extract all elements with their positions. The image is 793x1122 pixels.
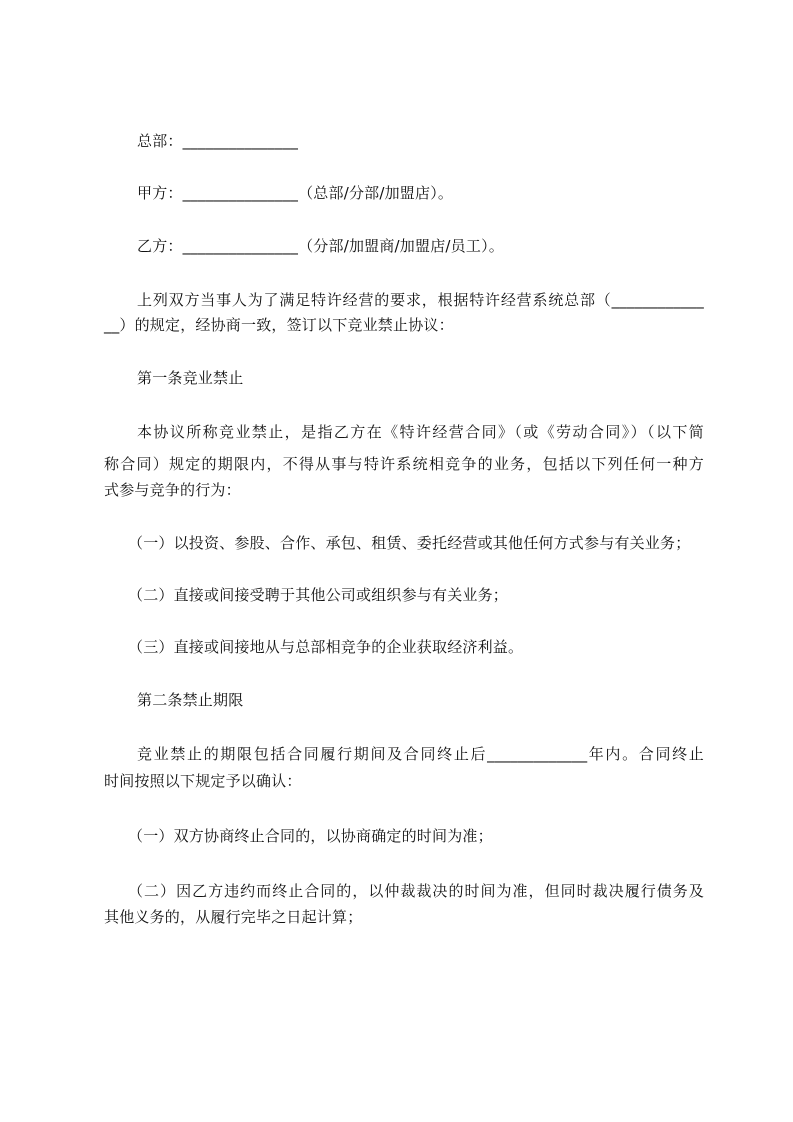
preamble-line-2: __）的规定，经协商一致，签订以下竞业禁止协议： bbox=[104, 316, 454, 334]
article-1-paragraph-line-1: 本协议所称竞业禁止，是指乙方在《特许经营合同》（或《劳动合同》）（以下简 bbox=[137, 423, 704, 441]
preamble-line-1: 上列双方当事人为了满足特许经营的要求，根据特许经营系统总部（____________ bbox=[137, 291, 704, 309]
party-a-line: 甲方：_______________（总部/分部/加盟店）。 bbox=[137, 184, 454, 202]
article-2-heading: 第二条禁止期限 bbox=[137, 691, 244, 709]
article-2-paragraph-line-2: 时间按照以下规定予以确认： bbox=[104, 772, 302, 790]
clause-1: （一）以投资、参股、合作、承包、租赁、委托经营或其他任何方式参与有关业务； bbox=[128, 534, 691, 552]
clause-3: （三）直接或间接地从与总部相竞争的企业获取经济利益。 bbox=[128, 638, 524, 656]
article-2-clause-1: （一）双方协商终止合同的，以协商确定的时间为准； bbox=[128, 827, 493, 845]
article-2-paragraph-line-1: 竞业禁止的期限包括合同履行期间及合同终止后_____________年内。合同终止 bbox=[137, 745, 704, 763]
article-1-heading: 第一条竞业禁止 bbox=[137, 369, 244, 387]
article-2-clause-2-line-1: （二）因乙方违约而终止合同的，以仲裁裁决的时间为准，但同时裁决履行债务及 bbox=[128, 882, 704, 900]
clause-2: （二）直接或间接受聘于其他公司或组织参与有关业务； bbox=[128, 586, 509, 604]
article-2-clause-2-line-2: 其他义务的，从履行完毕之日起计算； bbox=[104, 908, 363, 926]
article-1-paragraph-line-2: 称合同）规定的期限内，不得从事与特许系统相竞争的业务，包括以下列任何一种方 bbox=[104, 455, 704, 473]
party-b-line: 乙方：_______________（分部/加盟商/加盟店/员工）。 bbox=[137, 237, 504, 255]
article-1-paragraph-line-3: 式参与竞争的行为： bbox=[104, 481, 241, 499]
headquarters-line: 总部：_______________ bbox=[137, 132, 299, 150]
